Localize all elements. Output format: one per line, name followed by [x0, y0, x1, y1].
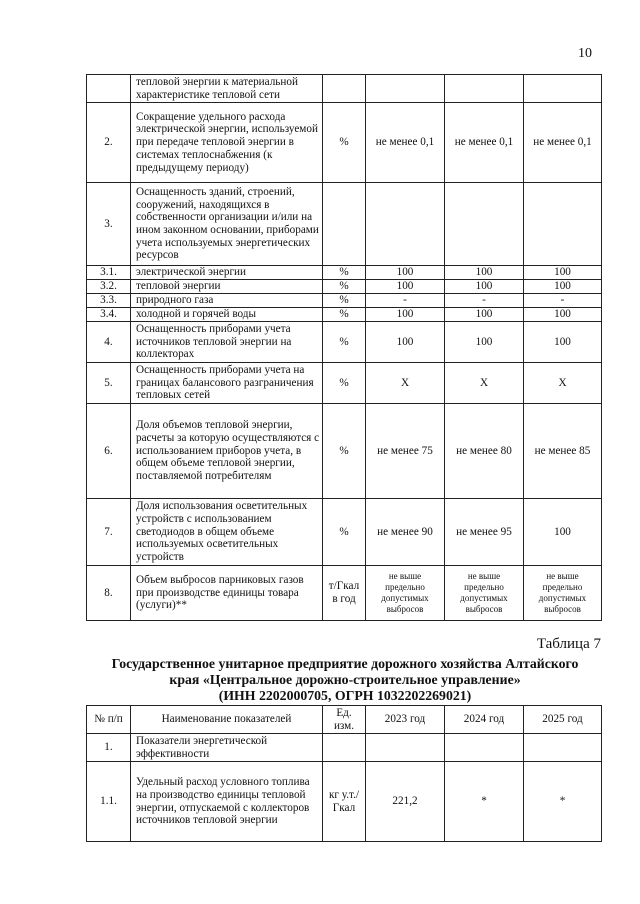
indicator-name: холодной и горячей воды — [131, 308, 323, 322]
unit-cell: % — [323, 103, 366, 183]
row-number: 1.1. — [87, 762, 131, 842]
value-cell — [366, 734, 445, 762]
value-cell: не менее 80 — [445, 404, 524, 499]
unit-cell: % — [323, 280, 366, 294]
value-cell: X — [366, 363, 445, 404]
table-row — [87, 404, 602, 499]
value-cell: не менее 90 — [366, 499, 445, 566]
row-number: 3.2. — [87, 280, 131, 294]
value-cell: не выше предельно допустимых выбросов — [366, 566, 445, 621]
value-cell: * — [445, 762, 524, 842]
value-cell: * — [524, 762, 602, 842]
value-cell — [445, 183, 524, 266]
organization-title-line: Государственное унитарное предприятие дорожного хозяйства Алтайского — [111, 656, 579, 671]
organization-title — [80, 656, 610, 704]
value-cell: не менее 85 — [524, 404, 602, 499]
table-row — [87, 183, 602, 266]
unit-cell — [323, 183, 366, 266]
indicator-name: Удельный расход условного топлива на производство единицы тепловой энергии, отпускаемой с коллекторов источников тепловой энергии — [131, 762, 323, 842]
table-row — [87, 266, 602, 280]
value-cell: - — [366, 294, 445, 308]
indicators-table-body — [87, 75, 602, 621]
unit-cell: % — [323, 363, 366, 404]
page-number: 10 — [578, 46, 592, 61]
unit-cell — [323, 734, 366, 762]
indicators-table-continued — [86, 74, 602, 621]
indicator-name: природного газа — [131, 294, 323, 308]
value-cell: 100 — [445, 308, 524, 322]
table-7 — [86, 705, 602, 842]
value-cell: не менее 0,1 — [445, 103, 524, 183]
table-row — [87, 308, 602, 322]
value-cell — [524, 75, 602, 103]
table-row — [87, 363, 602, 404]
value-cell: 100 — [524, 308, 602, 322]
unit-cell: % — [323, 266, 366, 280]
table-row — [87, 294, 602, 308]
unit-cell: т/Гкал в год — [323, 566, 366, 621]
value-cell: 100 — [366, 308, 445, 322]
organization-title-line: края «Центральное дорожно-строительное управление» — [169, 672, 521, 687]
value-cell: - — [445, 294, 524, 308]
value-cell: не менее 0,1 — [366, 103, 445, 183]
row-number: 7. — [87, 499, 131, 566]
row-number: 8. — [87, 566, 131, 621]
row-number: 3.1. — [87, 266, 131, 280]
value-cell: не выше предельно допустимых выбросов — [445, 566, 524, 621]
value-cell: 100 — [445, 322, 524, 363]
unit-cell: % — [323, 294, 366, 308]
indicator-name: тепловой энергии — [131, 280, 323, 294]
table-row — [87, 322, 602, 363]
header-unit: Ед. изм. — [323, 706, 366, 734]
value-cell: - — [524, 294, 602, 308]
unit-cell: % — [323, 308, 366, 322]
table-row — [87, 762, 602, 842]
value-cell: не менее 0,1 — [524, 103, 602, 183]
indicator-name: Оснащенность приборами учета на границах балансового разграничения тепловых сетей — [131, 363, 323, 404]
table-row — [87, 103, 602, 183]
organization-identifiers: (ИНН 2202000705, ОГРН 1032202269021) — [218, 688, 472, 703]
row-number: 3.3. — [87, 294, 131, 308]
value-cell: 100 — [366, 280, 445, 294]
value-cell: 100 — [366, 266, 445, 280]
table-row — [87, 499, 602, 566]
value-cell: X — [524, 363, 602, 404]
table-header-row — [87, 706, 602, 734]
table-7-body — [87, 734, 602, 842]
row-number — [87, 75, 131, 103]
header-number: № п/п — [87, 706, 131, 734]
indicator-name: электрической энергии — [131, 266, 323, 280]
unit-cell: % — [323, 404, 366, 499]
indicator-name: Доля объемов тепловой энергии, расчеты за которую осуществляются с использованием приборов учета, в общем объеме тепловой энергии, поставляемой потребителям — [131, 404, 323, 499]
indicator-name: Сокращение удельного расхода электрической энергии, используемой при передаче тепловой энергии в системах теплоснабжения (к предыдущему периоду) — [131, 103, 323, 183]
row-number: 3.4. — [87, 308, 131, 322]
value-cell: 100 — [524, 322, 602, 363]
indicator-name: Доля использования осветительных устройств с использованием светодиодов в общем объеме используемых осветительных устройств — [131, 499, 323, 566]
header-name: Наименование показателей — [131, 706, 323, 734]
row-number: 1. — [87, 734, 131, 762]
value-cell: X — [445, 363, 524, 404]
indicator-name: Показатели энергетической эффективности — [131, 734, 323, 762]
table-caption: Таблица 7 — [536, 636, 601, 652]
value-cell — [524, 734, 602, 762]
value-cell: 100 — [445, 280, 524, 294]
header-year-2025: 2025 год — [524, 706, 602, 734]
value-cell — [445, 75, 524, 103]
value-cell — [366, 75, 445, 103]
value-cell — [366, 183, 445, 266]
row-number: 5. — [87, 363, 131, 404]
indicator-name: тепловой энергии к материальной характеристике тепловой сети — [131, 75, 323, 103]
table-row — [87, 280, 602, 294]
row-number: 2. — [87, 103, 131, 183]
value-cell: не менее 75 — [366, 404, 445, 499]
indicator-name: Оснащенность приборами учета источников тепловой энергии на коллекторах — [131, 322, 323, 363]
unit-cell: кг у.т./ Гкал — [323, 762, 366, 842]
table-row — [87, 566, 602, 621]
value-cell: 100 — [524, 280, 602, 294]
value-cell — [524, 183, 602, 266]
unit-cell — [323, 75, 366, 103]
value-cell: не менее 95 — [445, 499, 524, 566]
header-year-2024: 2024 год — [445, 706, 524, 734]
table-row — [87, 734, 602, 762]
indicator-name: Оснащенность зданий, строений, сооружений, находящихся в собственности организации и/или на ином законном основании, приборами учета используемых энергетических ресурсов — [131, 183, 323, 266]
value-cell: не выше предельно допустимых выбросов — [524, 566, 602, 621]
value-cell: 100 — [445, 266, 524, 280]
value-cell: 221,2 — [366, 762, 445, 842]
row-number: 4. — [87, 322, 131, 363]
value-cell — [445, 734, 524, 762]
row-number: 6. — [87, 404, 131, 499]
table-row — [87, 75, 602, 103]
value-cell: 100 — [524, 499, 602, 566]
unit-cell: % — [323, 322, 366, 363]
value-cell: 100 — [366, 322, 445, 363]
unit-cell: % — [323, 499, 366, 566]
value-cell: 100 — [524, 266, 602, 280]
header-year-2023: 2023 год — [366, 706, 445, 734]
indicator-name: Объем выбросов парниковых газов при производстве единицы товара (услуги)** — [131, 566, 323, 621]
row-number: 3. — [87, 183, 131, 266]
